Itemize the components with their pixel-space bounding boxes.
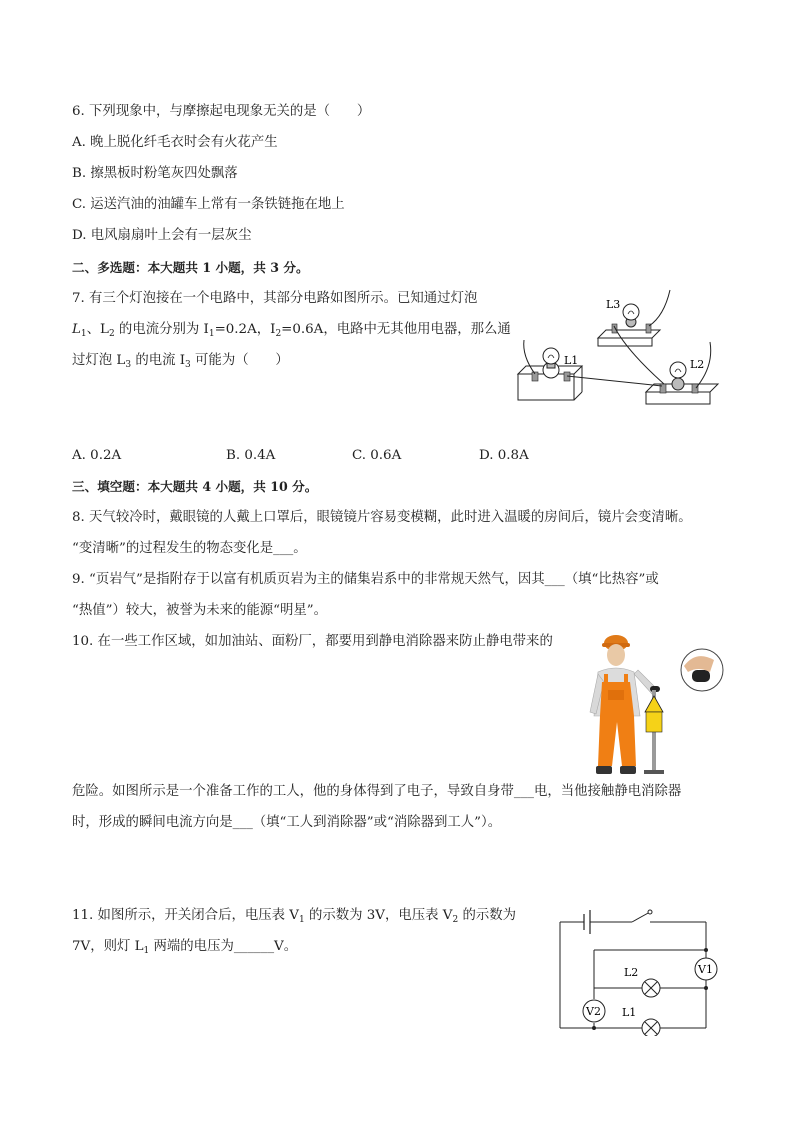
q9-line-2: “热值”）较大，被誉为未来的能源“明星”。 <box>72 603 328 618</box>
q7-line-1: 7. 有三个灯泡接在一个电路中，其部分电路如图所示。已知通过灯泡 <box>72 291 478 306</box>
q11-circuit-diagram <box>550 900 726 1036</box>
q7-text: 可能为（ ） <box>190 353 289 368</box>
q7-bulb-circuit-figure <box>514 286 720 406</box>
lamp-l2-icon <box>642 979 660 997</box>
q10-line-3: 时，形成的瞬间电流方向是___（填“工人到消除器”或“消除器到工人”）。 <box>72 815 502 830</box>
section-fill-in-heading: 三、填空题：本大题共 4 小题，共 10 分。 <box>72 479 318 494</box>
worker-icon <box>590 635 658 774</box>
lamp-l1-icon <box>642 1019 660 1036</box>
q11-text: 7V，则灯 L <box>72 939 144 954</box>
label-l2: L2 <box>690 358 705 371</box>
q7-text: 、L <box>86 322 109 337</box>
q7-option-d: D. 0.8A <box>479 448 529 463</box>
q11-line-1 <box>72 907 516 929</box>
q7-line-3 <box>72 352 289 374</box>
q11-sub: 2 <box>452 915 459 925</box>
q7-sub: 1 <box>80 329 87 339</box>
label-v1: V1 <box>698 963 713 976</box>
q10-line-2: 危险。如图所示是一个准备工作的工人，他的身体得到了电子，导致自身带___电，当他接触静电消除器 <box>72 784 682 799</box>
label-l2: L2 <box>624 966 639 979</box>
q10-line-1: 10. 在一些工作区域，如加油站、面粉厂，都要用到静电消除器来防止静电带来的 <box>72 634 553 649</box>
q11-text: 两端的电压为______V。 <box>149 939 298 954</box>
q10-worker-discharger-figure <box>580 630 724 778</box>
q6-option-d: D. 电风扇扇叶上会有一层灰尘 <box>72 228 252 243</box>
q6-stem: 6. 下列现象中，与摩擦起电现象无关的是（ ） <box>72 104 371 119</box>
q7-line-2 <box>72 321 511 343</box>
q11-text: 的示数为 <box>458 908 517 923</box>
q7-sub: 3 <box>125 360 132 370</box>
q7-l: L <box>72 322 81 337</box>
q11-line-2 <box>72 938 297 960</box>
q7-text: 的电流 I <box>131 353 186 368</box>
q7-text: =0.2A，I <box>214 322 276 337</box>
q11-sub: 1 <box>298 915 305 925</box>
q7-option-c: C. 0.6A <box>352 448 402 463</box>
q9-line-1: 9. “页岩气”是指附存于以富有机质页岩为主的储集岩系中的非常规天然气，因其___（填“比热容”或 <box>72 572 659 587</box>
q7-sub: 3 <box>185 360 191 370</box>
q7-sub: 2 <box>275 329 282 339</box>
static-discharger-icon <box>644 686 664 774</box>
label-v2: V2 <box>586 1005 601 1018</box>
q11-text: 11. 如图所示，开关闭合后，电压表 V <box>72 908 299 923</box>
q7-sub: 1 <box>208 329 215 339</box>
q8-line-2: “变清晰”的过程发生的物态变化是___。 <box>72 541 307 556</box>
q7-text: =0.6A，电路中无其他用电器，那么通 <box>281 322 511 337</box>
q7-option-b: B. 0.4A <box>226 448 276 463</box>
q8-line-1: 8. 天气较冷时，戴眼镜的人戴上口罩后，眼镜镜片容易变模糊，此时进入温暖的房间后，镜片会变清晰。 <box>72 510 692 525</box>
q7-sub: 2 <box>108 329 115 339</box>
q7-option-a: A. 0.2A <box>72 448 122 463</box>
section-multi-choice-heading: 二、多选题：本大题共 1 小题，共 3 分。 <box>72 260 309 275</box>
label-l1: L1 <box>622 1006 637 1019</box>
q6-option-c: C. 运送汽油的油罐车上常有一条铁链拖在地上 <box>72 197 345 212</box>
q7-text: 的电流分别为 I <box>114 322 209 337</box>
q7-text: 过灯泡 L <box>72 353 126 368</box>
q11-sub: 1 <box>143 946 150 956</box>
q6-option-a: A. 晚上脱化纤毛衣时会有火花产生 <box>72 135 278 150</box>
hand-touch-inset-icon <box>681 649 723 691</box>
q6-option-b: B. 擦黑板时粉笔灰四处飘落 <box>72 166 238 181</box>
q11-text: 的示数为 3V，电压表 V <box>304 908 453 923</box>
label-l3: L3 <box>606 298 621 311</box>
label-l1: L1 <box>564 354 579 367</box>
